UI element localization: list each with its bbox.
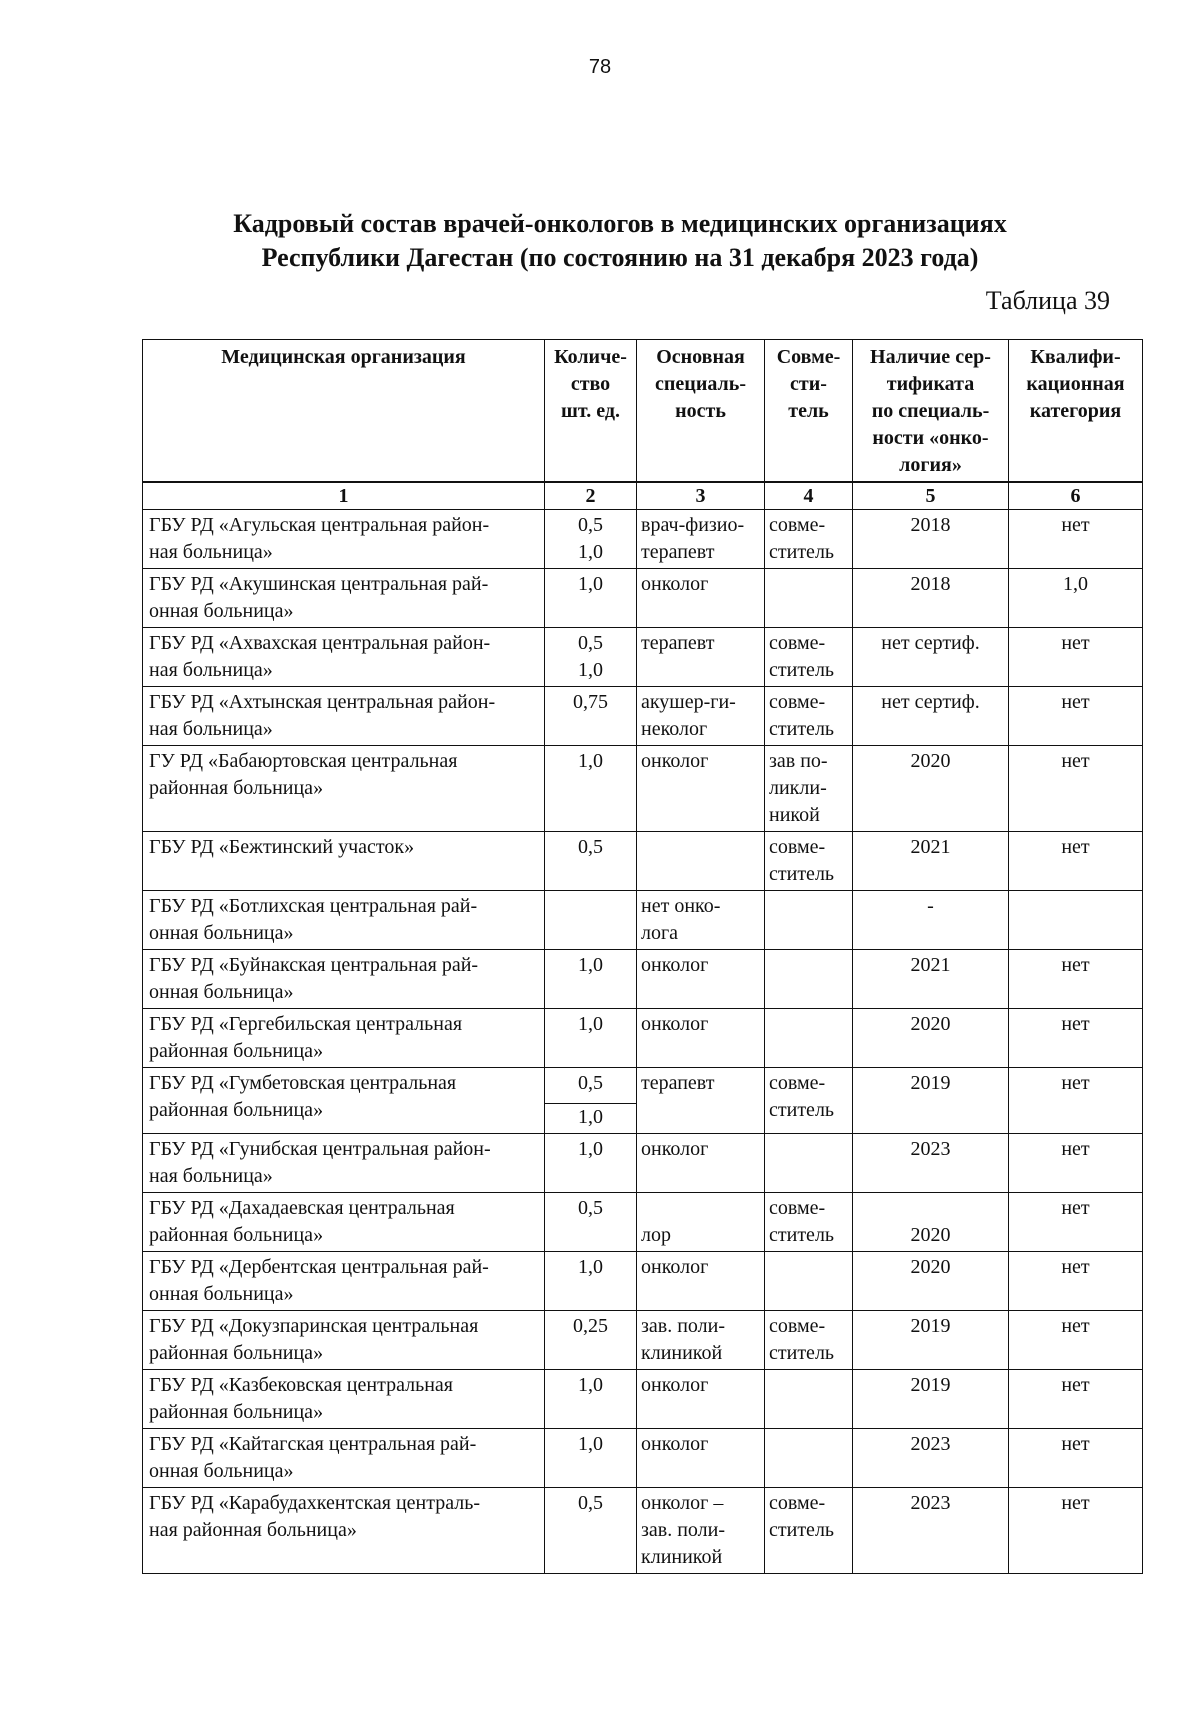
cell-line: 2018 bbox=[910, 514, 951, 536]
cell-line: 2023 bbox=[910, 1433, 951, 1455]
cell-organization bbox=[143, 628, 545, 687]
cell-certificate bbox=[853, 1429, 1009, 1488]
cell-line: ГБУ РД «Ботлихская центральная рай- bbox=[149, 895, 478, 917]
cell-line: нет bbox=[1061, 1492, 1090, 1514]
cell-line: ГУ РД «Бабаюртовская центральная bbox=[149, 750, 458, 772]
cell-line: ГБУ РД «Казбековская центральная bbox=[149, 1374, 454, 1396]
header-line: шт. ед. bbox=[561, 400, 620, 422]
table-row bbox=[143, 1311, 1143, 1370]
cell-line: ГБУ РД «Гергебильская центральная bbox=[149, 1013, 463, 1035]
cell-line: онная больница» bbox=[149, 1283, 294, 1305]
cell-certificate bbox=[853, 891, 1009, 950]
table-row bbox=[143, 687, 1143, 746]
cell-combination bbox=[765, 510, 853, 569]
cell-line: 1,0 bbox=[578, 541, 603, 563]
cell-organization bbox=[143, 1370, 545, 1429]
cell-count bbox=[545, 746, 637, 832]
cell-line: нет bbox=[1061, 1013, 1090, 1035]
cell-line: районная больница» bbox=[149, 1401, 324, 1423]
cell-line bbox=[857, 1195, 1004, 1222]
cell-combination bbox=[765, 891, 853, 950]
cell-line: 2023 bbox=[910, 1138, 951, 1160]
cell-line: совме- bbox=[769, 1492, 826, 1514]
cell-certificate bbox=[853, 832, 1009, 891]
header-line: сти- bbox=[790, 373, 827, 395]
cell-qualification bbox=[1009, 1429, 1143, 1488]
cell-line: районная больница» bbox=[149, 1342, 324, 1364]
cell-combination bbox=[765, 950, 853, 1009]
header-line: Наличие сер- bbox=[870, 346, 991, 368]
column-number: 2 bbox=[545, 482, 637, 510]
table-row bbox=[143, 510, 1143, 569]
header-line: ность bbox=[675, 400, 726, 422]
table-body bbox=[143, 510, 1143, 1574]
cell-line: онколог bbox=[641, 750, 709, 772]
header-line: Квалифи- bbox=[1030, 346, 1121, 368]
header-comb bbox=[765, 340, 853, 483]
cell-specialty bbox=[637, 950, 765, 1009]
header-line: Совме- bbox=[776, 346, 841, 368]
cell-line: терапевт bbox=[641, 1072, 715, 1094]
cell-specialty bbox=[637, 1193, 765, 1252]
cell-combination bbox=[765, 628, 853, 687]
cell-organization bbox=[143, 891, 545, 950]
cell-line: врач-физио- bbox=[641, 514, 745, 536]
cell-line-extra: 1,0 bbox=[545, 1103, 636, 1131]
cell-line: 0,5 bbox=[578, 514, 603, 536]
cell-line: терапевт bbox=[641, 541, 715, 563]
cell-specialty bbox=[637, 1134, 765, 1193]
column-number: 6 bbox=[1009, 482, 1143, 510]
cell-line: 2020 bbox=[910, 1256, 951, 1278]
cell-line: нет bbox=[1061, 1374, 1090, 1396]
cell-certificate bbox=[853, 687, 1009, 746]
cell-line: 1,0 bbox=[578, 1374, 603, 1396]
cell-line: ГБУ РД «Кайтагская центральная рай- bbox=[149, 1433, 477, 1455]
cell-certificate bbox=[853, 1068, 1009, 1134]
cell-line: ГБУ РД «Ахтынская центральная район- bbox=[149, 691, 496, 713]
cell-organization bbox=[143, 1193, 545, 1252]
cell-line: ститель bbox=[769, 718, 835, 740]
cell-line: - bbox=[927, 895, 934, 917]
cell-line: онколог bbox=[641, 1256, 709, 1278]
cell-count bbox=[545, 1134, 637, 1193]
page-number: 78 bbox=[588, 56, 612, 78]
cell-line: ститель bbox=[769, 863, 835, 885]
cell-line: никой bbox=[769, 804, 820, 826]
table-row bbox=[143, 832, 1143, 891]
cell-line: 2020 bbox=[910, 750, 951, 772]
cell-specialty bbox=[637, 1429, 765, 1488]
cell-line: 2023 bbox=[910, 1492, 951, 1514]
table-row bbox=[143, 628, 1143, 687]
oncologists-staff-table bbox=[142, 339, 1143, 1574]
cell-combination bbox=[765, 1009, 853, 1068]
cell-line: совме- bbox=[769, 691, 826, 713]
cell-certificate bbox=[853, 950, 1009, 1009]
header-line: кационная bbox=[1026, 373, 1125, 395]
cell-line: нет bbox=[1061, 1197, 1090, 1219]
column-number: 3 bbox=[637, 482, 765, 510]
cell-organization bbox=[143, 1311, 545, 1370]
cell-line: нет bbox=[1061, 514, 1090, 536]
cell-line: неколог bbox=[641, 718, 708, 740]
cell-certificate bbox=[853, 1488, 1009, 1574]
cell-organization bbox=[143, 1134, 545, 1193]
table-row bbox=[143, 569, 1143, 628]
cell-certificate bbox=[853, 1370, 1009, 1429]
cell-line: ститель bbox=[769, 541, 835, 563]
cell-qualification bbox=[1009, 1193, 1143, 1252]
cell-line: районная больница» bbox=[149, 1040, 324, 1062]
cell-line: нет сертиф. bbox=[881, 691, 980, 713]
cell-certificate bbox=[853, 1311, 1009, 1370]
cell-count bbox=[545, 687, 637, 746]
cell-line: нет bbox=[1061, 1256, 1090, 1278]
cell-line: 1,0 bbox=[1063, 573, 1088, 595]
header-line: ство bbox=[570, 373, 611, 395]
column-number: 1 bbox=[143, 482, 545, 510]
cell-line: зав. поли- bbox=[641, 1315, 726, 1337]
cell-line: 0,5 bbox=[578, 1197, 603, 1219]
table-row bbox=[143, 950, 1143, 1009]
cell-specialty bbox=[637, 1488, 765, 1574]
cell-line: совме- bbox=[769, 1197, 826, 1219]
cell-line: зав. поли- bbox=[641, 1519, 726, 1541]
table-row bbox=[143, 1134, 1143, 1193]
cell-line: ГБУ РД «Гунибская центральная район- bbox=[149, 1138, 491, 1160]
cell-line: онколог bbox=[641, 573, 709, 595]
cell-organization bbox=[143, 832, 545, 891]
cell-combination bbox=[765, 746, 853, 832]
cell-line: ГБУ РД «Дербентская центральная рай- bbox=[149, 1256, 489, 1278]
cell-specialty bbox=[637, 569, 765, 628]
cell-organization bbox=[143, 746, 545, 832]
cell-count bbox=[545, 950, 637, 1009]
cell-qualification bbox=[1009, 510, 1143, 569]
cell-line: клиникой bbox=[641, 1546, 723, 1568]
cell-count bbox=[545, 891, 637, 950]
cell-combination bbox=[765, 1134, 853, 1193]
header-line: тель bbox=[788, 400, 829, 422]
cell-line: ститель bbox=[769, 1224, 835, 1246]
cell-qualification bbox=[1009, 1370, 1143, 1429]
cell-combination bbox=[765, 832, 853, 891]
cell-organization bbox=[143, 569, 545, 628]
header-count bbox=[545, 340, 637, 483]
table-row bbox=[143, 746, 1143, 832]
cell-line: 2019 bbox=[910, 1315, 951, 1337]
cell-line: нет bbox=[1061, 1138, 1090, 1160]
cell-specialty bbox=[637, 746, 765, 832]
cell-count bbox=[545, 569, 637, 628]
cell-qualification bbox=[1009, 1252, 1143, 1311]
cell-certificate bbox=[853, 1252, 1009, 1311]
cell-line: 1,0 bbox=[578, 1433, 603, 1455]
cell-line: районная больница» bbox=[149, 1099, 324, 1121]
cell-count bbox=[545, 1488, 637, 1574]
cell-count bbox=[545, 1193, 637, 1252]
cell-combination bbox=[765, 1370, 853, 1429]
cell-specialty bbox=[637, 1009, 765, 1068]
cell-qualification bbox=[1009, 746, 1143, 832]
cell-line bbox=[641, 1195, 760, 1222]
table-row bbox=[143, 1009, 1143, 1068]
cell-line: терапевт bbox=[641, 632, 715, 654]
cell-line: совме- bbox=[769, 1072, 826, 1094]
cell-organization bbox=[143, 510, 545, 569]
cell-organization bbox=[143, 1429, 545, 1488]
cell-qualification bbox=[1009, 628, 1143, 687]
cell-line: ная больница» bbox=[149, 659, 273, 681]
cell-line: 1,0 bbox=[578, 750, 603, 772]
cell-line: ГБУ РД «Акушинская центральная рай- bbox=[149, 573, 489, 595]
cell-line: совме- bbox=[769, 514, 826, 536]
cell-qualification bbox=[1009, 1488, 1143, 1574]
table-header-row bbox=[143, 340, 1143, 483]
cell-certificate bbox=[853, 1193, 1009, 1252]
title-line-2: Республики Дагестан (по состоянию на 31 декабря 2023 года) bbox=[261, 243, 979, 272]
cell-certificate bbox=[853, 628, 1009, 687]
cell-line: 1,0 bbox=[578, 1013, 603, 1035]
cell-line: онколог bbox=[641, 1433, 709, 1455]
cell-count bbox=[545, 1370, 637, 1429]
cell-line: ная районная больница» bbox=[149, 1519, 357, 1541]
cell-line: онная больница» bbox=[149, 981, 294, 1003]
cell-line: 2020 bbox=[910, 1013, 951, 1035]
cell-line: ная больница» bbox=[149, 1165, 273, 1187]
title-line-1: Кадровый состав врачей-онкологов в медицинских организациях bbox=[233, 209, 1007, 238]
table-row bbox=[143, 1429, 1143, 1488]
cell-qualification bbox=[1009, 687, 1143, 746]
header-line: категория bbox=[1029, 400, 1122, 422]
cell-specialty bbox=[637, 510, 765, 569]
table-row bbox=[143, 1488, 1143, 1574]
header-line: Основная bbox=[656, 346, 745, 368]
cell-count bbox=[545, 832, 637, 891]
cell-line: ститель bbox=[769, 1342, 835, 1364]
cell-line: ститель bbox=[769, 659, 835, 681]
cell-qualification bbox=[1009, 1068, 1143, 1134]
cell-organization bbox=[143, 1252, 545, 1311]
cell-qualification bbox=[1009, 1311, 1143, 1370]
cell-line: 0,75 bbox=[573, 691, 608, 713]
cell-count bbox=[545, 1311, 637, 1370]
cell-line: 0,5 bbox=[578, 1072, 603, 1094]
cell-line: ГБУ РД «Дахадаевская центральная bbox=[149, 1197, 455, 1219]
cell-line: 2020 bbox=[910, 1224, 951, 1246]
cell-line: 2019 bbox=[910, 1374, 951, 1396]
cell-line: нет bbox=[1061, 632, 1090, 654]
header-line: логия» bbox=[899, 454, 962, 476]
header-line: Количе- bbox=[554, 346, 627, 368]
cell-specialty bbox=[637, 1068, 765, 1134]
cell-line: онколог bbox=[641, 1374, 709, 1396]
cell-line: клиникой bbox=[641, 1342, 723, 1364]
cell-specialty bbox=[637, 687, 765, 746]
header-line: ности «онко- bbox=[872, 427, 989, 449]
cell-line: акушер-ги- bbox=[641, 691, 736, 713]
cell-line: 0,5 bbox=[578, 836, 603, 858]
cell-combination bbox=[765, 687, 853, 746]
cell-organization bbox=[143, 687, 545, 746]
cell-line: 0,25 bbox=[573, 1315, 608, 1337]
cell-line: онколог bbox=[641, 954, 709, 976]
cell-line: 2018 bbox=[910, 573, 951, 595]
cell-line: районная больница» bbox=[149, 777, 324, 799]
cell-specialty bbox=[637, 628, 765, 687]
cell-line: ГБУ РД «Гумбетовская центральная bbox=[149, 1072, 457, 1094]
cell-line: нет bbox=[1061, 1072, 1090, 1094]
cell-line: 2019 bbox=[910, 1072, 951, 1094]
cell-line: ститель bbox=[769, 1519, 835, 1541]
cell-line: нет bbox=[1061, 691, 1090, 713]
cell-line: 2021 bbox=[910, 954, 951, 976]
table-row bbox=[143, 1252, 1143, 1311]
cell-count bbox=[545, 1009, 637, 1068]
cell-line: нет онко- bbox=[641, 895, 721, 917]
cell-line: онная больница» bbox=[149, 600, 294, 622]
cell-qualification bbox=[1009, 1009, 1143, 1068]
cell-certificate bbox=[853, 1009, 1009, 1068]
cell-organization bbox=[143, 1068, 545, 1134]
cell-line: ГБУ РД «Докузпаринская центральная bbox=[149, 1315, 479, 1337]
cell-line: онколог – bbox=[641, 1492, 724, 1514]
cell-line: лор bbox=[641, 1224, 671, 1246]
cell-qualification bbox=[1009, 891, 1143, 950]
cell-certificate bbox=[853, 1134, 1009, 1193]
cell-combination bbox=[765, 1068, 853, 1134]
cell-count bbox=[545, 1252, 637, 1311]
cell-line: 0,5 bbox=[578, 1492, 603, 1514]
cell-line: ГБУ РД «Буйнакская центральная рай- bbox=[149, 954, 479, 976]
cell-certificate bbox=[853, 569, 1009, 628]
cell-count bbox=[545, 1429, 637, 1488]
header-line: специаль- bbox=[655, 373, 746, 395]
cell-line: совме- bbox=[769, 836, 826, 858]
cell-combination bbox=[765, 569, 853, 628]
cell-combination bbox=[765, 1488, 853, 1574]
cell-line: нет bbox=[1061, 954, 1090, 976]
cell-line: 1,0 bbox=[578, 659, 603, 681]
cell-line: 1,0 bbox=[578, 573, 603, 595]
cell-specialty bbox=[637, 832, 765, 891]
cell-specialty bbox=[637, 891, 765, 950]
cell-line: онколог bbox=[641, 1138, 709, 1160]
cell-specialty bbox=[637, 1311, 765, 1370]
cell-line: ликли- bbox=[769, 777, 827, 799]
cell-line: онная больница» bbox=[149, 922, 294, 944]
cell-line: 0,5 bbox=[578, 632, 603, 654]
cell-combination bbox=[765, 1252, 853, 1311]
cell-line: районная больница» bbox=[149, 1224, 324, 1246]
cell-specialty bbox=[637, 1370, 765, 1429]
cell-line: нет сертиф. bbox=[881, 632, 980, 654]
table-row bbox=[143, 1370, 1143, 1429]
cell-combination bbox=[765, 1429, 853, 1488]
cell-line: ная больница» bbox=[149, 541, 273, 563]
cell-count bbox=[545, 510, 637, 569]
header-cert bbox=[853, 340, 1009, 483]
cell-line: ная больница» bbox=[149, 718, 273, 740]
cell-count bbox=[545, 1068, 637, 1134]
cell-line: нет bbox=[1061, 1315, 1090, 1337]
cell-organization bbox=[143, 1009, 545, 1068]
cell-line: ститель bbox=[769, 1099, 835, 1121]
cell-line: ГБУ РД «Бежтинский участок» bbox=[149, 836, 415, 858]
cell-combination bbox=[765, 1311, 853, 1370]
table-row bbox=[143, 1193, 1143, 1252]
header-org bbox=[143, 340, 545, 483]
cell-line: лога bbox=[641, 922, 679, 944]
column-number-row bbox=[143, 482, 1143, 510]
table-caption: Таблица 39 bbox=[985, 286, 1110, 315]
cell-specialty bbox=[637, 1252, 765, 1311]
cell-line: нет bbox=[1061, 750, 1090, 772]
cell-line: ГБУ РД «Карабудахкентская централь- bbox=[149, 1492, 481, 1514]
header-line: Медицинская организация bbox=[221, 346, 466, 368]
cell-line: нет bbox=[1061, 1433, 1090, 1455]
cell-line: ГБУ РД «Агульская центральная район- bbox=[149, 514, 490, 536]
cell-count bbox=[545, 628, 637, 687]
column-number: 5 bbox=[853, 482, 1009, 510]
staff-table-wrapper bbox=[142, 339, 1143, 1574]
table-row bbox=[143, 1068, 1143, 1134]
cell-certificate bbox=[853, 746, 1009, 832]
cell-line: 2021 bbox=[910, 836, 951, 858]
cell-line: онная больница» bbox=[149, 1460, 294, 1482]
cell-line: онколог bbox=[641, 1013, 709, 1035]
cell-line: 1,0 bbox=[578, 1256, 603, 1278]
cell-line: 1,0 bbox=[578, 954, 603, 976]
cell-qualification bbox=[1009, 950, 1143, 1009]
cell-line: зав по- bbox=[769, 750, 828, 772]
header-line: тификата bbox=[886, 373, 975, 395]
header-spec bbox=[637, 340, 765, 483]
cell-line: ГБУ РД «Ахвахская центральная район- bbox=[149, 632, 491, 654]
cell-certificate bbox=[853, 510, 1009, 569]
header-qual bbox=[1009, 340, 1143, 483]
cell-line: совме- bbox=[769, 1315, 826, 1337]
cell-qualification bbox=[1009, 832, 1143, 891]
cell-qualification bbox=[1009, 569, 1143, 628]
column-number: 4 bbox=[765, 482, 853, 510]
cell-line: совме- bbox=[769, 632, 826, 654]
cell-organization bbox=[143, 950, 545, 1009]
header-line: по специаль- bbox=[871, 400, 990, 422]
table-row bbox=[143, 891, 1143, 950]
cell-combination bbox=[765, 1193, 853, 1252]
cell-qualification bbox=[1009, 1134, 1143, 1193]
cell-line: нет bbox=[1061, 836, 1090, 858]
cell-line: 1,0 bbox=[578, 1138, 603, 1160]
document-title bbox=[120, 207, 1120, 275]
cell-organization bbox=[143, 1488, 545, 1574]
